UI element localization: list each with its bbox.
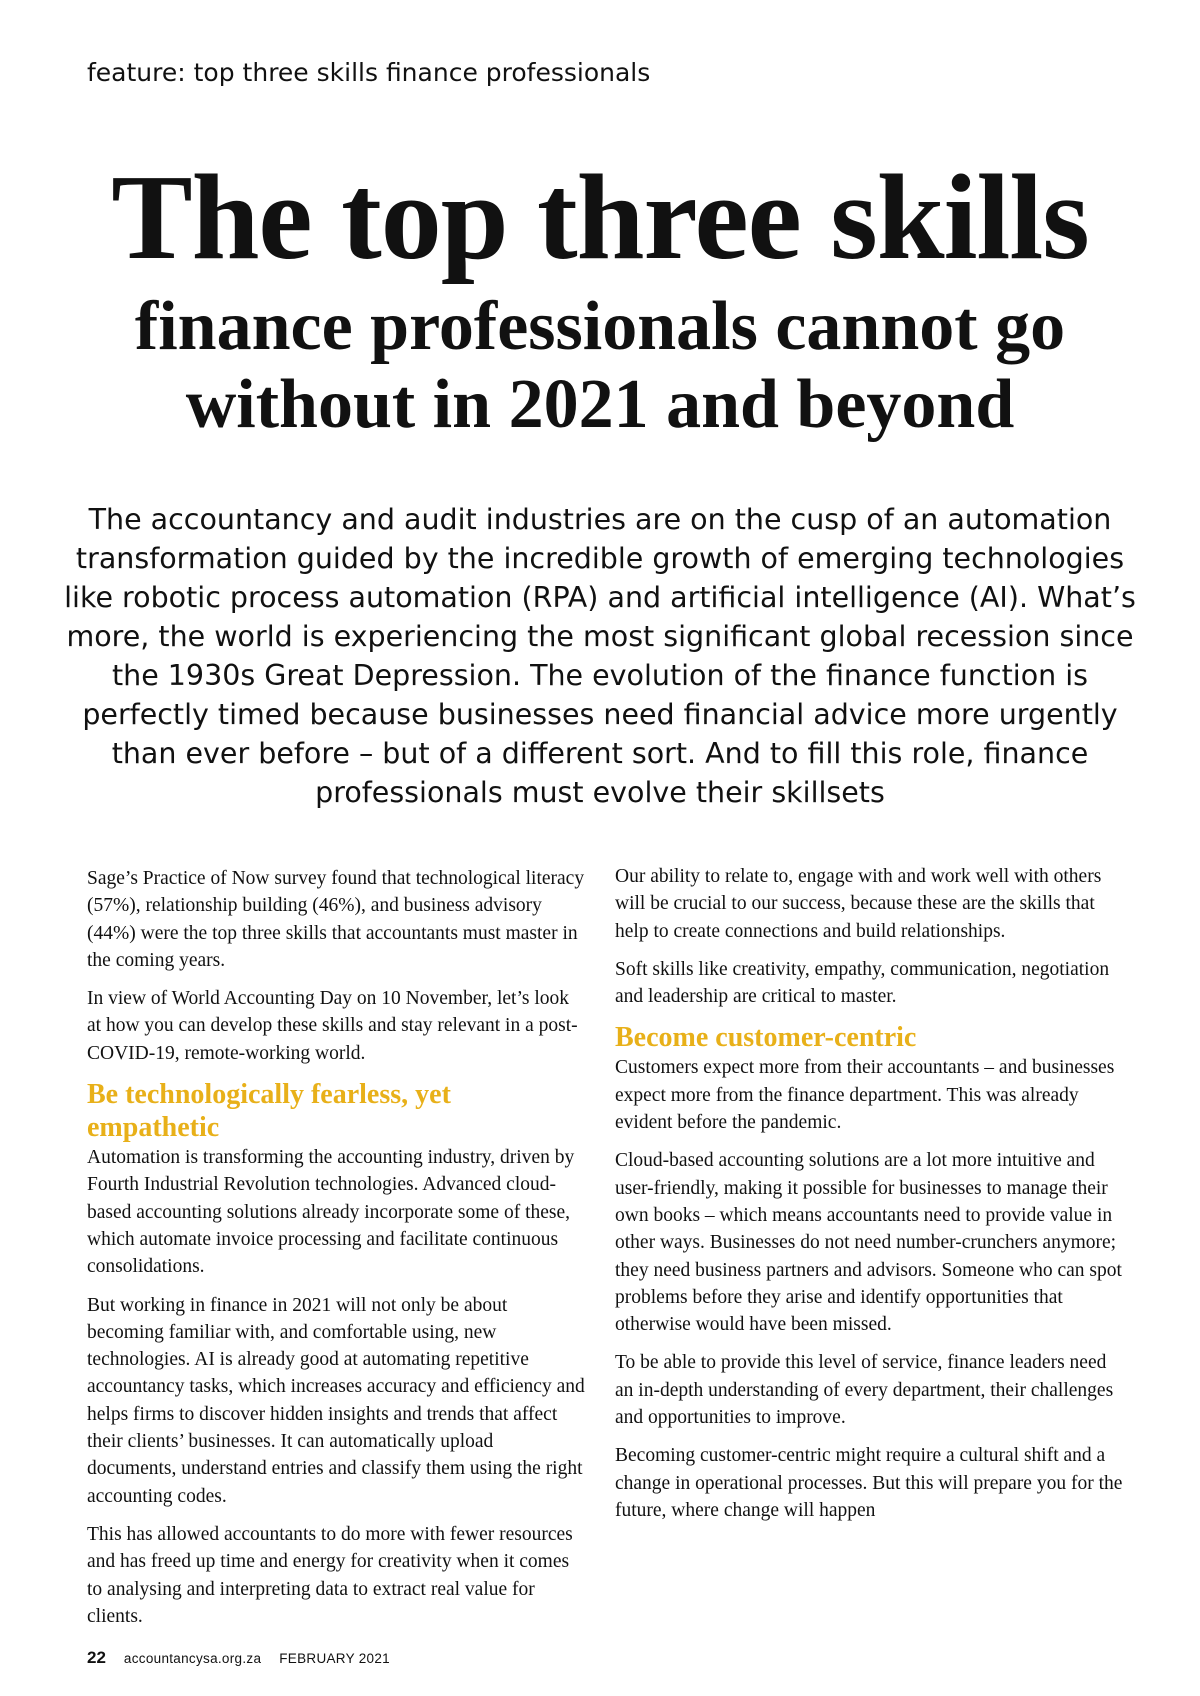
left-paragraph-1: Sage’s Practice of Now survey found that technological literacy (57%), relationship building (46%), and business advisory (44%) were the top three skills that accountants must master in the coming years. bbox=[87, 868, 585, 971]
right-column bbox=[615, 863, 1125, 1535]
footer-site-link[interactable]: accountancysa.org.za bbox=[123, 1651, 262, 1666]
right-paragraph-6: Becoming customer-centric might require a cultural shift and a change in operational processes. But this will prepare you for the future, where change will happen bbox=[615, 1445, 1123, 1521]
page-footer bbox=[87, 1648, 390, 1668]
headline bbox=[40, 148, 1160, 444]
left-paragraph-5: This has allowed accountants to do more with fewer resources and has freed up time and energy for creativity when it comes to analysing and interpreting data to extract real value for clients. bbox=[87, 1523, 573, 1627]
right-paragraph-2: Soft skills like creativity, empathy, communication, negotiation and leadership are critical to master. bbox=[615, 958, 1110, 1008]
page-number: 22 bbox=[87, 1648, 106, 1667]
standfirst: The accountancy and audit industries are on the cusp of an automation transformation guided by the incredible growth of emerging technologies like robotic process automation (RPA) and artificial intelligence (AI). What’s more, the world is experiencing the most significant global recession since the 1930s Great Depression. The evolution of the finance function is perfectly timed because businesses need financial advice more urgently than ever before – but of a different sort. And to fill this role, finance professionals must evolve their skillsets bbox=[64, 503, 1136, 809]
right-paragraph-5: To be able to provide this level of service, finance leaders need an in-depth understanding of every department, their challenges and opportunities to improve. bbox=[615, 1352, 1114, 1429]
headline-sub-line-2: without in 2021 and beyond bbox=[185, 366, 1015, 443]
headline-main: The top three skills bbox=[111, 150, 1089, 285]
right-paragraph-3: Customers expect more from their accountants – and businesses expect more from the finance department. This was already evident before the pandemic. bbox=[615, 1057, 1115, 1134]
section-heading-customer-centric: Become customer-centric bbox=[615, 1022, 917, 1054]
right-paragraph-4: Cloud-based accounting solutions are a lot more intuitive and user-friendly, making it possible for businesses to manage their own books – which means accountants need to provide value in other ways. Businesses do not need number-crunchers anymore; they need business partners and advisors. Someone who can spot problems before they arise and identify opportunities that otherwise would have been missed. bbox=[615, 1150, 1122, 1336]
left-paragraph-2: In view of World Accounting Day on 10 November, let’s look at how you can develop these skills and stay relevant in a post-COVID-19, remote-working world. bbox=[87, 988, 578, 1064]
headline-sub-line-1: finance professionals cannot go bbox=[134, 288, 1066, 365]
left-column bbox=[87, 865, 587, 1641]
left-paragraph-4: But working in finance in 2021 will not only be about becoming familiar with, and comfortable using, new technologies. AI is already good at automating repetitive accountancy tasks, which increases accuracy and efficiency and helps firms to discover hidden insights and trends that affect their clients’ businesses. It can automatically upload documents, understand entries and classify them using the right accounting codes. bbox=[87, 1294, 585, 1507]
section-label: feature: top three skills finance professionals bbox=[87, 58, 651, 87]
footer-issue-date: FEBRUARY 2021 bbox=[279, 1651, 390, 1666]
section-heading-technologically-fearless: Be technologically fearless, yet empathetic bbox=[87, 1079, 451, 1144]
left-paragraph-3: Automation is transforming the accounting industry, driven by Fourth Industrial Revolution technologies. Advanced cloud-based accounting solutions already incorporate some of these, which automate invoice processing and facilitate continuous consolidations. bbox=[87, 1147, 575, 1278]
right-paragraph-1: Our ability to relate to, engage with and work well with others will be crucial to our success, because these are the skills that help to create connections and build relationships. bbox=[615, 866, 1102, 942]
